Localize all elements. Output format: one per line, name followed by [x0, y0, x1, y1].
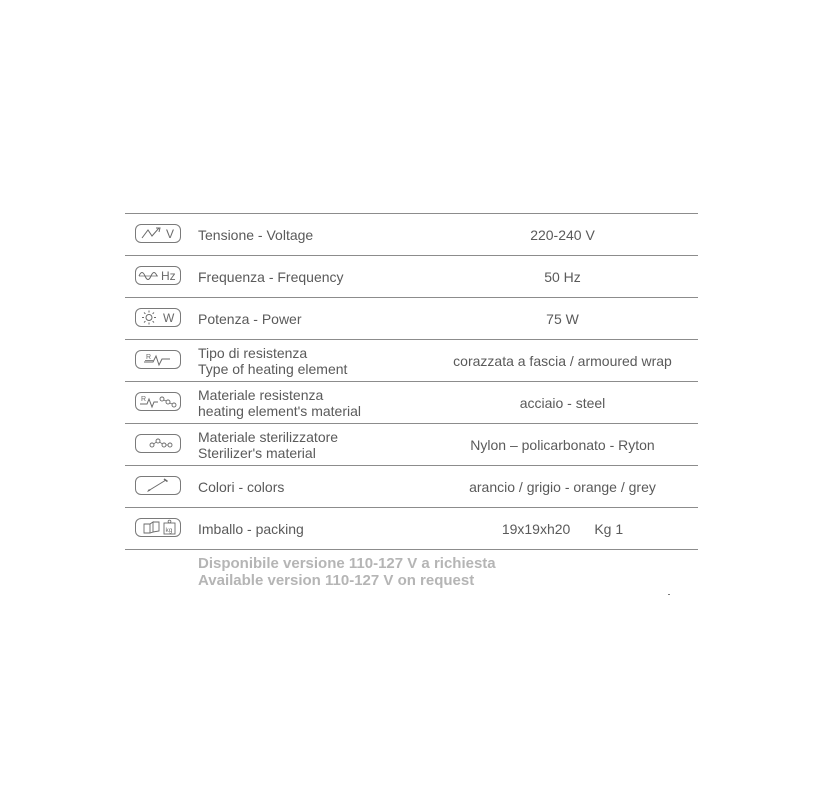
spec-label-colors — [198, 466, 408, 507]
power-icon-text: W — [163, 311, 175, 325]
spec-label-sterilizer-material — [198, 424, 408, 465]
spec-value-text: corazzata a fascia / armoured wrap — [453, 352, 672, 369]
spec-table — [125, 213, 698, 550]
spec-label-line-it: Tipo di resistenza — [198, 344, 308, 361]
spec-value-text: 220-240 V — [530, 226, 595, 243]
spec-label-line: Imballo - packing — [198, 520, 304, 537]
stray-mark — [668, 594, 670, 595]
spec-label-line-en: Type of heating element — [198, 360, 348, 377]
colors-icon — [135, 476, 181, 495]
element-material-icon — [135, 392, 181, 411]
heating-element-icon — [135, 350, 181, 369]
spec-row-sterilizer-material — [125, 424, 698, 466]
spec-row-element-material — [125, 382, 698, 424]
spec-label-line: Tensione - Voltage — [198, 226, 314, 243]
spec-label-voltage — [198, 214, 408, 255]
spec-row-frequency — [125, 256, 698, 298]
spec-value-frequency — [415, 256, 710, 297]
spec-value-text: Nylon – policarbonato - Ryton — [470, 436, 655, 453]
spec-label-line-en: Sterilizer's material — [198, 444, 316, 461]
spec-row-power — [125, 298, 698, 340]
spec-label-line-en: heating element's material — [198, 402, 361, 419]
spec-label-heating-type — [198, 340, 408, 381]
frequency-icon — [135, 266, 181, 285]
frequency-icon-text: Hz — [161, 269, 176, 283]
spec-label-line-it: Materiale sterilizzatore — [198, 428, 339, 445]
availability-note — [198, 555, 496, 589]
voltage-icon-text: V — [166, 227, 175, 241]
spec-label-packing — [198, 508, 408, 549]
spec-row-voltage — [125, 214, 698, 256]
sterilizer-material-icon — [135, 434, 181, 453]
spec-value-weight: Kg 1 — [594, 520, 624, 537]
spec-value-text: 50 Hz — [544, 268, 581, 285]
power-icon — [135, 308, 181, 327]
spec-value-text: acciaio - steel — [519, 394, 606, 411]
spec-row-heating-type — [125, 340, 698, 382]
spec-value-packing — [415, 508, 710, 549]
spec-label-line-it: Materiale resistenza — [198, 386, 324, 403]
spec-value-colors — [415, 466, 710, 507]
voltage-icon — [135, 224, 181, 243]
element-material-icon-text: R — [141, 396, 147, 403]
heating-element-icon-text: R — [146, 354, 152, 361]
spec-row-packing — [125, 508, 698, 550]
packing-icon — [135, 518, 181, 537]
spec-label-power — [198, 298, 408, 339]
spec-label-frequency — [198, 256, 408, 297]
spec-row-colors — [125, 466, 698, 508]
availability-note-it: Disponibile versione 110-127 V a richiesta — [198, 555, 496, 572]
spec-value-text: arancio / grigio - orange / grey — [469, 478, 656, 495]
spec-label-line: Potenza - Power — [198, 310, 302, 327]
spec-label-line: Colori - colors — [198, 478, 285, 495]
spec-value-heating-type — [415, 340, 710, 381]
spec-value-dimensions: 19x19xh20 — [501, 520, 571, 537]
spec-value-power — [415, 298, 710, 339]
spec-value-voltage — [415, 214, 710, 255]
spec-label-element-material — [198, 382, 408, 423]
spec-label-line: Frequenza - Frequency — [198, 268, 344, 285]
spec-value-element-material — [415, 382, 710, 423]
packing-icon-text: kg — [165, 527, 173, 534]
spec-value-sterilizer-material — [415, 424, 710, 465]
spec-value-text: 75 W — [546, 310, 579, 327]
availability-note-en: Available version 110-127 V on request — [198, 572, 475, 589]
